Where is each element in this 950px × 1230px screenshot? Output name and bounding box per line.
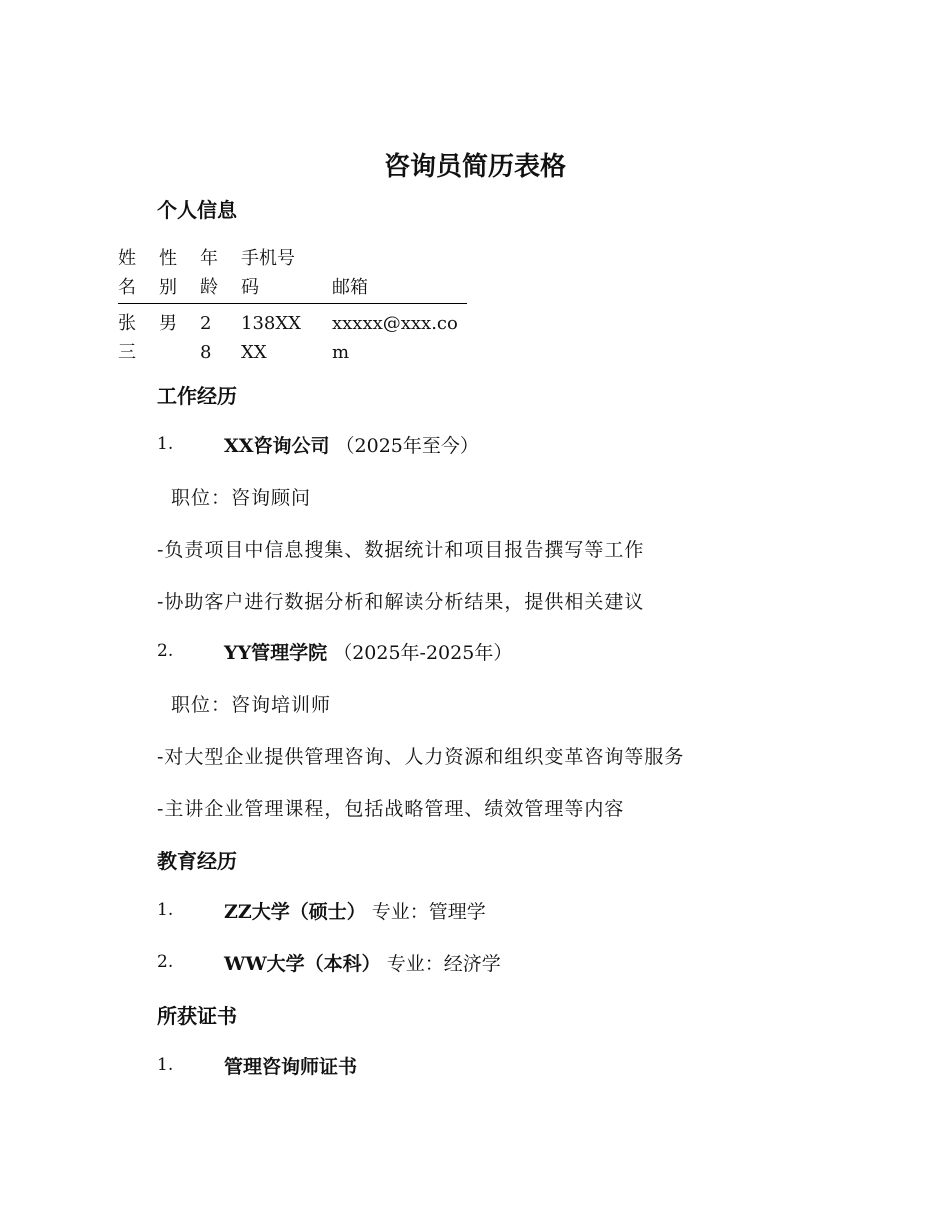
education-school: ZZ大学（硕士）	[224, 901, 366, 923]
work-period: （2025年至今）	[335, 435, 479, 457]
list-number: 1.	[157, 900, 174, 920]
cell-name: 张三	[118, 313, 136, 363]
cell-gender: 男	[159, 313, 177, 334]
cell-age: 28	[200, 313, 212, 363]
work-duty: -对大型企业提供管理咨询、人力资源和组织变革咨询等服务	[157, 746, 685, 768]
work-duty: -负责项目中信息搜集、数据统计和项目报告撰写等工作	[157, 539, 645, 561]
page-title: 咨询员简历表格	[383, 152, 566, 182]
list-number: 1.	[157, 434, 174, 454]
work-org: XX咨询公司	[224, 435, 330, 457]
cell-phone: 138XXXX	[241, 313, 301, 363]
cell-email: xxxxx@xxx.com	[332, 313, 458, 363]
section-heading-certs: 所获证书	[157, 1004, 237, 1028]
header-age: 年龄	[200, 244, 241, 304]
work-duty: -主讲企业管理课程，包括战略管理、绩效管理等内容	[157, 798, 625, 820]
section-heading-education: 教育经历	[157, 849, 237, 873]
list-number: 1.	[157, 1055, 174, 1075]
work-position: 职位：咨询培训师	[171, 694, 332, 716]
header-email: 邮箱	[332, 244, 467, 304]
education-item	[224, 949, 501, 976]
education-item	[224, 897, 486, 924]
table-header-row	[118, 244, 467, 304]
work-item-title	[224, 638, 512, 665]
cert-item	[224, 1052, 357, 1079]
education-school: WW大学（本科）	[224, 953, 381, 975]
personal-info-table	[118, 244, 467, 367]
work-duty: -协助客户进行数据分析和解读分析结果，提供相关建议	[157, 591, 645, 613]
work-item-title	[224, 431, 479, 458]
education-major: 专业：经济学	[386, 953, 501, 975]
header-name: 姓名	[118, 244, 159, 304]
cert-name: 管理咨询师证书	[224, 1056, 358, 1078]
list-number: 2.	[157, 952, 174, 972]
education-major: 专业：管理学	[371, 901, 486, 923]
section-heading-work: 工作经历	[157, 384, 237, 408]
work-org: YY管理学院	[224, 642, 328, 664]
table-row	[118, 304, 467, 368]
section-heading-personal: 个人信息	[157, 198, 237, 222]
header-phone: 手机号码	[241, 244, 332, 304]
work-period: （2025年-2025年）	[333, 642, 513, 664]
list-number: 2.	[157, 641, 174, 661]
header-gender: 性别	[159, 244, 200, 304]
work-position: 职位：咨询顾问	[171, 487, 312, 509]
